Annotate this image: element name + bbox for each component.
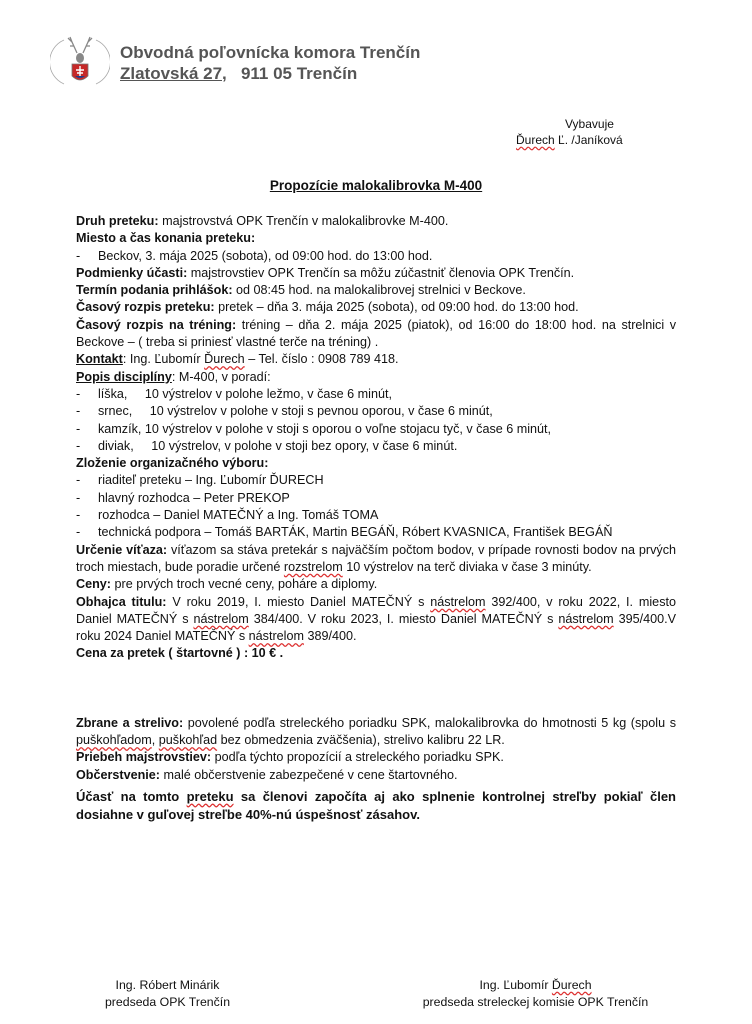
final-note [76,788,676,824]
title-holder-text: 389/400. [303,629,357,644]
winner-label: Určenie víťaza: [76,542,168,557]
discipline-item: - líška, 10 výstrelov v polohe ležmo, v čase 6 minút, [76,386,676,403]
address-street: Zlatovská 27, [120,64,227,83]
contact-value-a: : Ing. Ľubomír [122,352,205,367]
refreshments-label: Občerstvenie: [76,767,160,782]
signature-name: Ing. Róbert Minárik [115,978,220,992]
prepared-by-rest: Ľ. /Janíková [554,133,623,147]
winner-text-b: 10 výstrelov na terč diviaka v čase 3 minúty. [342,559,592,574]
race-type-label: Druh preteku: [76,214,159,228]
signature-surname: Ďurech [551,978,592,992]
race-type-value: majstrovstvá OPK Trenčín v malokalibrovke M-400. [158,214,449,228]
deer-crest-logo-icon [50,34,110,90]
discipline-text: líška, 10 výstrelov v polohe ležmo, v čase 6 minút, [98,386,392,401]
weapons-text: , [151,733,159,748]
title-holder-text: 384/400. V roku 2023, I. miesto Daniel MATEČNÝ s [248,611,559,626]
winner-rule [76,542,676,577]
contact-label: Kontakt [76,352,123,367]
discipline-item: - kamzík, 10 výstrelov v polohe v stoji s oporou o voľne stojacu tyč, v čase 6 minút, [76,421,676,438]
training-label: Časový rozpis na tréning: [76,317,237,332]
prizes [76,576,676,593]
discipline-label: Popis disciplíny [76,369,172,384]
title-holder-text: 392/400, v roku 2022, I. miesto Daniel MATEČNÝ s [76,594,676,626]
committee-text: hlavný rozhodca – Peter PREKOP [98,490,290,505]
venue-item-text: Beckov, 3. mája 2025 (sobota), od 09:00 hod. do 13:00 hod. [98,248,433,263]
training-value: tréning – dňa 2. mája 2025 (piatok), od 16:00 do 18:00 hod. na strelnici v Beckove – ( treba si priniesť vlastné terče na tréning) . [76,317,676,350]
prepared-by-names [516,133,623,147]
weapons-sq: puškohľadom [76,733,152,748]
entry-fee-text: Cena za pretek ( štartovné ) : 10 € . [76,646,284,661]
discipline-item: - srnec, 10 výstrelov v polohe v stoji s pevnou oporou, v čase 6 minút, [76,403,676,420]
procedure-value: podľa týchto propozícií a streleckého poriadku SPK. [211,750,504,765]
discipline-text: srnec, 10 výstrelov v polohe v stoji s pevnou oporou, v čase 6 minút, [98,404,493,419]
venue-label [76,230,676,247]
committee-text: technická podpora – Tomáš BARTÁK, Martin BEGÁŇ, Róbert KVASNICA, František BEGÁŇ [98,525,613,540]
organization-address [120,64,357,84]
refreshments-value: malé občerstvenie zabezpečené v cene štartovného. [160,767,458,782]
title-holder-sq: nástrelom [558,611,614,626]
procedure [76,749,676,766]
committee-item: - technická podpora – Tomáš BARTÁK, Martin BEGÁŇ, Róbert KVASNICA, František BEGÁŇ [76,524,676,541]
registration [76,282,676,299]
committee-item: - rozhodca – Daniel MATEČNÝ a Ing. Tomáš TOMA [76,507,676,524]
weapons-text: bez obmedzenia zväčšenia), strelivo kalibru 22 LR. [217,733,505,748]
weapons-text: povolené podľa streleckého poriadku SPK, malokalibrovka do hmotnosti 5 kg (spolu s [183,715,676,730]
signature-name [398,977,673,994]
conditions [76,265,676,282]
refreshments [76,767,676,784]
final-note-text: sa členovi započíta aj ako splnenie kontrolnej streľby pokiaľ člen dosiahne v guľovej streľbe 40%-nú úspešnosť zásahov. [76,788,677,822]
final-note-text: Účasť na tomto [76,788,187,804]
committee-item: - hlavný rozhodca – Peter PREKOP [76,490,676,507]
prizes-label: Ceny: [76,577,111,592]
title-holder-label: Obhajca titulu: [76,594,167,609]
committee-item: - riaditeľ preteku – Ing. Ľubomír ĎURECH [76,472,676,489]
winner-text-sq: rozstrelom [283,559,343,574]
title-holder-sq: nástrelom [430,594,486,609]
contact-value-b: – Tel. číslo : 0908 789 418. [244,352,399,367]
committee-label [76,455,676,472]
entry-fee [76,645,676,662]
title-holder-sq: nástrelom [248,629,304,644]
contact-surname: Ďurech [204,352,245,367]
venue-heading: Miesto a čas konania preteku: [76,231,256,246]
conditions-label: Podmienky účasti: [76,265,188,280]
signature-name-a: Ing. Ľubomír [479,978,552,992]
discipline-text: diviak, 10 výstrelov, v polohe v stoji bez opory, v čase 6 minút. [98,438,458,453]
registration-label: Termín podania prihlášok: [76,283,233,298]
title-holder [76,594,676,646]
final-note-sq: preteku [186,788,234,804]
title-holder-text: V roku 2019, I. miesto Daniel MATEČNÝ s [166,594,431,609]
weapons [76,715,676,750]
race-type [76,213,676,230]
registration-value: od 08:45 hod. na malokalibrovej strelnici v Beckove. [232,283,526,298]
discipline-item: - diviak, 10 výstrelov, v polohe v stoji bez opory, v čase 6 minút. [76,438,676,455]
signature-block-left [80,977,255,1011]
training-schedule [76,317,676,352]
prizes-value: pre prvých troch vecné ceny, poháre a diplomy. [111,577,378,592]
committee-text: riaditeľ preteku – Ing. Ľubomír ĎURECH [98,473,324,488]
winner-text-a: víťazom sa stáva pretekár s najväčším počtom bodov, v prípade rovnosti bodov na prvých troch miestach, bude poradie určené [76,542,677,574]
organization-name: Obvodná poľovnícka komora Trenčín [120,43,421,62]
title-holder-text: 395/400.V roku 2024 Daniel MATEČNÝ s [76,611,677,644]
discipline-desc [76,369,676,386]
document-title: Propozície malokalibrovka M-400 [269,178,483,193]
schedule-label: Časový rozpis preteku: [76,300,215,315]
schedule [76,299,676,316]
contact [76,351,676,368]
signature-role: predseda streleckej komisie OPK Trenčín [422,995,649,1009]
signature-block-right [398,977,673,1011]
venue-item: - Beckov, 3. mája 2025 (sobota), od 09:00 hod. do 13:00 hod. [76,248,676,265]
discipline-text: kamzík, 10 výstrelov v polohe v stoji s oporou o voľne stojacu tyč, v čase 6 minút, [98,421,552,436]
discipline-value: : M-400, v poradí: [171,369,271,384]
committee-text: rozhodca – Daniel MATEČNÝ a Ing. Tomáš TOMA [98,508,379,523]
conditions-value: majstrovstiev OPK Trenčín sa môžu zúčastniť členovia OPK Trenčín. [187,265,575,280]
signature-role: predseda OPK Trenčín [104,995,231,1009]
weapons-sq: puškohľad [158,733,218,748]
address-city: 911 05 Trenčín [240,64,358,83]
title-holder-sq: nástrelom [193,611,249,626]
weapons-label: Zbrane a strelivo: [76,715,184,730]
document-body [76,213,676,824]
prepared-by-label: Vybavuje [565,117,614,131]
procedure-label: Priebeh majstrovstiev: [76,750,212,765]
schedule-value: pretek – dňa 3. mája 2025 (sobota), od 09:00 hod. do 13:00 hod. [214,300,579,315]
committee-heading: Zloženie organizačného výboru: [76,456,269,471]
prepared-by-surname: Ďurech [516,133,555,147]
